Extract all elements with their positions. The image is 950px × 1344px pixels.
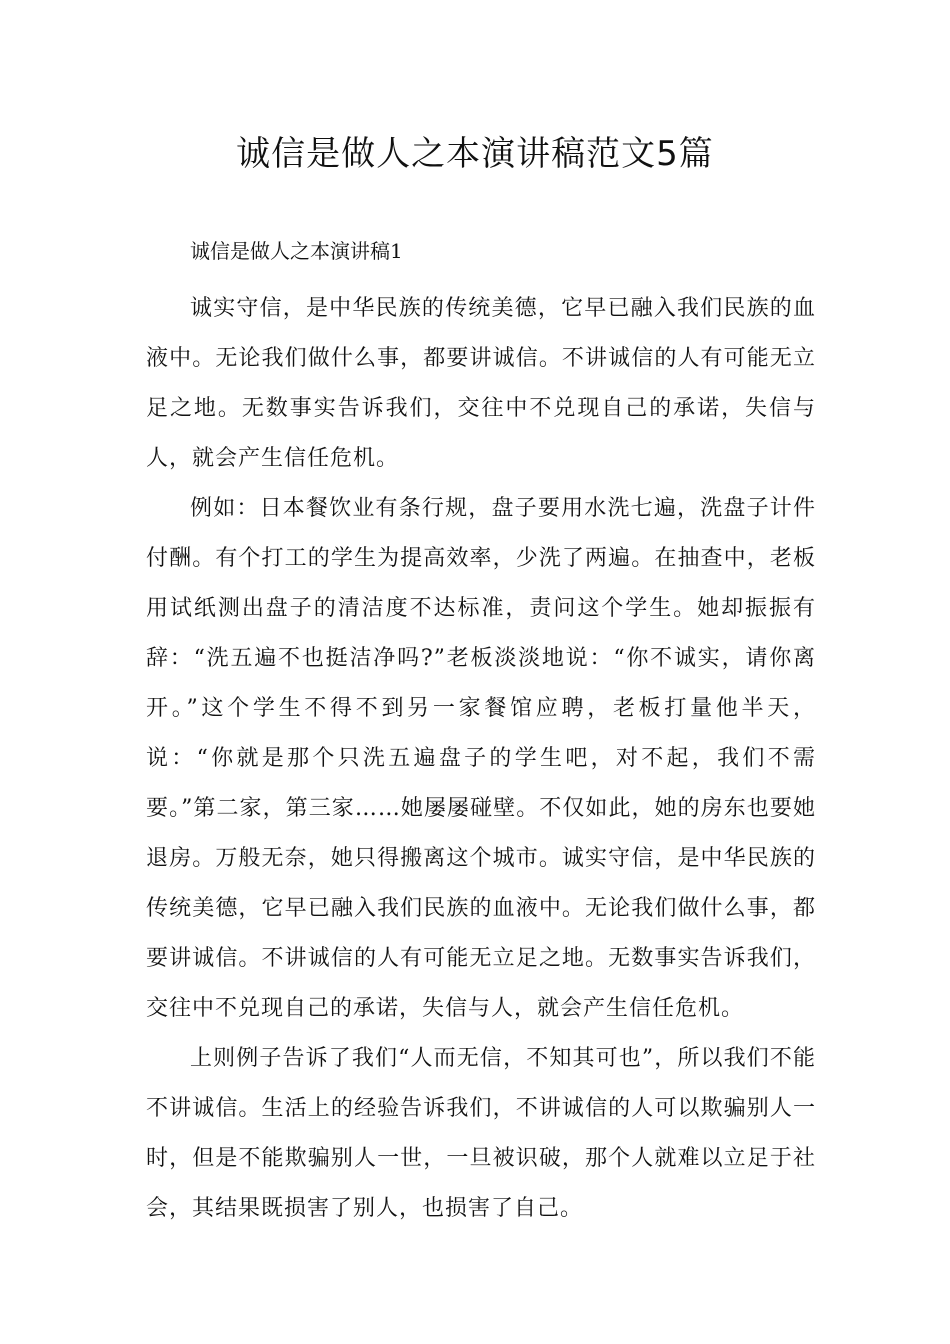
document-title: 诚信是做人之本演讲稿范文5篇 xyxy=(236,134,714,174)
document-body xyxy=(146,226,816,1234)
paragraph-3: 上则例子告诉了我们“人而无信，不知其可也”，所以我们不能不讲诚信。生活上的经验告诉我们，不讲诚信的人可以欺骗别人一时，但是不能欺骗别人一世，一旦被识破，那个人就难以立足于社会，其结果既损害了别人，也损害了自己。 xyxy=(146,1046,816,1221)
paragraph-1: 诚实守信，是中华民族的传统美德，它早已融入我们民族的血液中。无论我们做什么事，都要讲诚信。不讲诚信的人有可能无立足之地。无数事实告诉我们，交往中不兑现自己的承诺，失信与人，就会产生信任危机。 xyxy=(146,296,816,471)
section-heading: 诚信是做人之本演讲稿1 xyxy=(190,239,403,263)
paragraph-2: 例如：日本餐饮业有条行规，盘子要用水洗七遍，洗盘子计件付酬。有个打工的学生为提高效率，少洗了两遍。在抽查中，老板用试纸测出盘子的清洁度不达标准，责问这个学生。她却振振有辞：“洗五遍不也挺洁净吗?”老板淡淡地说：“你不诚实，请你离开。”这个学生不得不到另一家餐馆应聘，老板打量他半天，说：“你就是那个只洗五遍盘子的学生吧，对不起，我们不需要。”第二家，第三家……她屡屡碰壁。不仅如此，她的房东也要她退房。万般无奈，她只得搬离这个城市。诚实守信，是中华民族的传统美德，它早已融入我们民族的血液中。无论我们做什么事，都要讲诚信。不讲诚信的人有可能无立足之地。无数事实告诉我们，交往中不兑现自己的承诺，失信与人，就会产生信任危机。 xyxy=(146,496,816,1021)
